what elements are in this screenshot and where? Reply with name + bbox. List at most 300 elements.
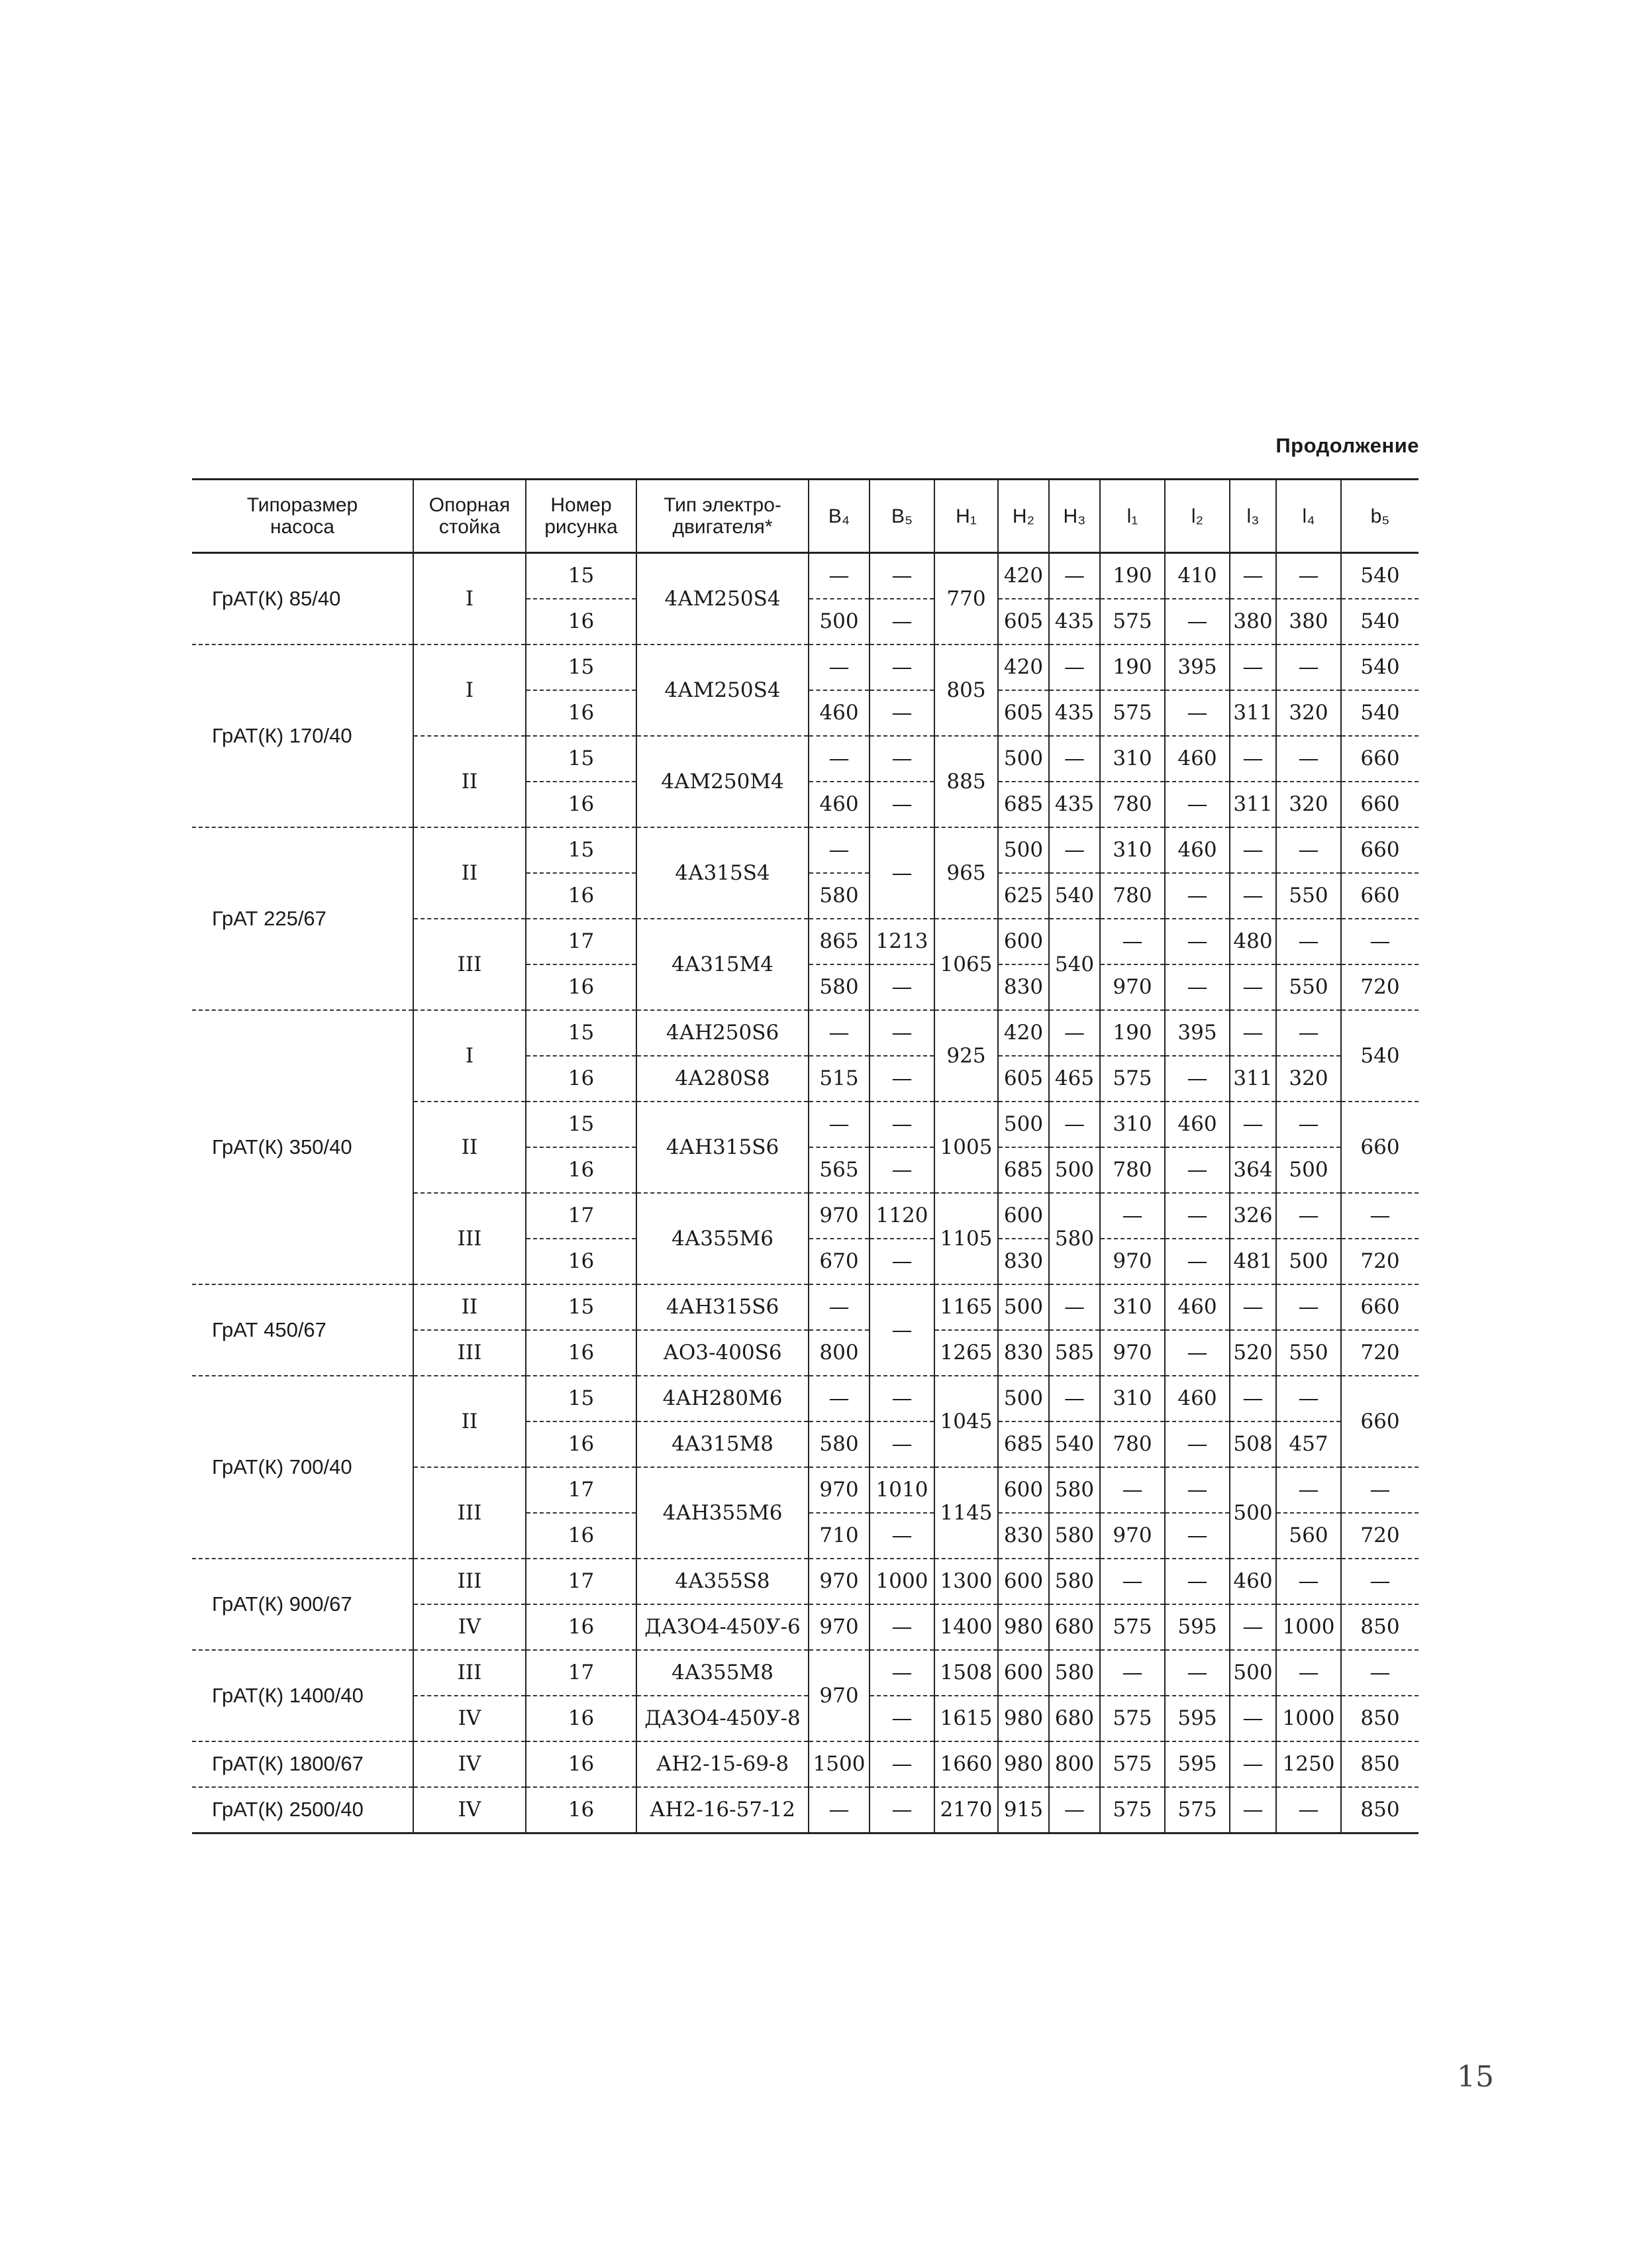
cell-h2: 625 — [998, 873, 1049, 919]
cell-b4: 865 — [809, 919, 870, 964]
header-b5-small: b₅ — [1341, 480, 1419, 553]
cell-l4: 380 — [1276, 599, 1341, 644]
cell-b4: — — [809, 1787, 870, 1833]
cell-l1: 575 — [1100, 599, 1165, 644]
cell-h2: 685 — [998, 782, 1049, 827]
cell-figure-number: 16 — [526, 1421, 636, 1467]
cell-h3: 580 — [1049, 1467, 1100, 1513]
cell-l4: 320 — [1276, 690, 1341, 736]
cell-figure-number: 16 — [526, 1513, 636, 1559]
table-row — [192, 1010, 1419, 1056]
cell-h2: 420 — [998, 644, 1049, 690]
cell-b5: — — [870, 1376, 934, 1421]
cell-l1: — — [1100, 919, 1165, 964]
cell-l3: — — [1230, 827, 1276, 873]
cell-l2: 395 — [1165, 644, 1230, 690]
cell-h2: 830 — [998, 1330, 1049, 1376]
cell-h2: 605 — [998, 599, 1049, 644]
cell-h2: 605 — [998, 1056, 1049, 1102]
cell-l4: 1000 — [1276, 1696, 1341, 1741]
cell-b4: — — [809, 736, 870, 782]
cell-b5: — — [870, 690, 934, 736]
cell-support-stand: III — [413, 1650, 526, 1696]
cell-motor-type: 4А355М6 — [636, 1193, 809, 1284]
cell-h1: 1508 — [934, 1650, 998, 1696]
cell-b5: — — [870, 964, 934, 1010]
cell-b5-small: — — [1341, 919, 1419, 964]
cell-support-stand: IV — [413, 1696, 526, 1741]
cell-h2: 500 — [998, 827, 1049, 873]
cell-l2: — — [1165, 782, 1230, 827]
cell-l2: — — [1165, 1513, 1230, 1559]
cell-support-stand: III — [413, 1330, 526, 1376]
cell-b5-small: 720 — [1341, 1239, 1419, 1284]
header-h2: H₂ — [998, 480, 1049, 553]
cell-h2: 420 — [998, 1010, 1049, 1056]
cell-l3: — — [1230, 736, 1276, 782]
cell-l4: — — [1276, 1787, 1341, 1833]
cell-support-stand: I — [413, 644, 526, 736]
cell-motor-type: 4АН315S6 — [636, 1284, 809, 1330]
cell-h2: 600 — [998, 919, 1049, 964]
cell-l4: — — [1276, 1284, 1341, 1330]
cell-l3: — — [1230, 964, 1276, 1010]
cell-figure-number: 16 — [526, 599, 636, 644]
cell-b4: 460 — [809, 690, 870, 736]
cell-h3: 465 — [1049, 1056, 1100, 1102]
cell-b5-small: 850 — [1341, 1741, 1419, 1787]
cell-l1: 310 — [1100, 1102, 1165, 1147]
cell-l4: — — [1276, 1193, 1341, 1239]
cell-figure-number: 15 — [526, 553, 636, 599]
cell-h3: — — [1049, 827, 1100, 873]
cell-l1: 970 — [1100, 1513, 1165, 1559]
cell-l3: — — [1230, 1604, 1276, 1650]
cell-h2: 600 — [998, 1193, 1049, 1239]
cell-h2: 830 — [998, 1239, 1049, 1284]
cell-motor-type: 4АН315S6 — [636, 1102, 809, 1193]
cell-l3: 380 — [1230, 599, 1276, 644]
cell-support-stand: II — [413, 1376, 526, 1467]
cell-h1: 1300 — [934, 1559, 998, 1604]
cell-h2: 600 — [998, 1559, 1049, 1604]
cell-figure-number: 15 — [526, 644, 636, 690]
cell-h3: 540 — [1049, 919, 1100, 1010]
cell-l4: 1000 — [1276, 1604, 1341, 1650]
cell-l3: — — [1230, 644, 1276, 690]
cell-h2: 980 — [998, 1741, 1049, 1787]
cell-figure-number: 15 — [526, 1284, 636, 1330]
cell-b4: — — [809, 644, 870, 690]
cell-h1: 1660 — [934, 1741, 998, 1787]
cell-l4: — — [1276, 919, 1341, 964]
cell-h1: 1265 — [934, 1330, 998, 1376]
cell-l1: 780 — [1100, 782, 1165, 827]
cell-l3: 460 — [1230, 1559, 1276, 1604]
cell-h1: 965 — [934, 827, 998, 919]
cell-b5: — — [870, 1056, 934, 1102]
cell-l4: 500 — [1276, 1239, 1341, 1284]
cell-h2: 500 — [998, 736, 1049, 782]
cell-l1: 310 — [1100, 736, 1165, 782]
cell-figure-number: 17 — [526, 1559, 636, 1604]
cell-l4: — — [1276, 1559, 1341, 1604]
cell-b5: — — [870, 782, 934, 827]
cell-b5-small: 660 — [1341, 1376, 1419, 1467]
cell-motor-type: 4А355S8 — [636, 1559, 809, 1604]
cell-figure-number: 16 — [526, 964, 636, 1010]
cell-b5: — — [870, 1741, 934, 1787]
cell-l4: 560 — [1276, 1513, 1341, 1559]
cell-h1: 1165 — [934, 1284, 998, 1330]
cell-h3: — — [1049, 736, 1100, 782]
cell-l4: — — [1276, 1467, 1341, 1513]
cell-l2: 595 — [1165, 1696, 1230, 1741]
cell-l2: — — [1165, 1056, 1230, 1102]
cell-figure-number: 17 — [526, 919, 636, 964]
cell-pump-size: ГрАТ 450/67 — [192, 1284, 413, 1376]
cell-figure-number: 16 — [526, 1787, 636, 1833]
cell-motor-type: ДАЗО4-450У-6 — [636, 1604, 809, 1650]
cell-b5-small: — — [1341, 1193, 1419, 1239]
cell-l2: 460 — [1165, 1102, 1230, 1147]
cell-figure-number: 16 — [526, 1239, 636, 1284]
cell-h1: 805 — [934, 644, 998, 736]
header-l1: l₁ — [1100, 480, 1165, 553]
header-pump-size: Типоразмер насоса — [192, 480, 413, 553]
cell-l4: — — [1276, 1650, 1341, 1696]
cell-figure-number: 16 — [526, 873, 636, 919]
table-header-row — [192, 480, 1419, 553]
cell-l1: 970 — [1100, 964, 1165, 1010]
cell-figure-number: 15 — [526, 1102, 636, 1147]
cell-b5: 1000 — [870, 1559, 934, 1604]
cell-l3: — — [1230, 553, 1276, 599]
cell-b5-small: 660 — [1341, 873, 1419, 919]
cell-l1: 575 — [1100, 1787, 1165, 1833]
cell-l1: 190 — [1100, 553, 1165, 599]
cell-h3: — — [1049, 1787, 1100, 1833]
cell-l2: — — [1165, 1421, 1230, 1467]
cell-figure-number: 16 — [526, 690, 636, 736]
cell-h3: 580 — [1049, 1650, 1100, 1696]
cell-pump-size: ГрАТ(К) 1400/40 — [192, 1650, 413, 1741]
cell-l3: — — [1230, 1102, 1276, 1147]
cell-l4: — — [1276, 1010, 1341, 1056]
cell-b5-small: 720 — [1341, 1513, 1419, 1559]
page-number: 15 — [1457, 2060, 1494, 2094]
cell-l1: 575 — [1100, 1056, 1165, 1102]
table-row — [192, 1284, 1419, 1330]
cell-h1: 1400 — [934, 1604, 998, 1650]
cell-b5-small: 540 — [1341, 599, 1419, 644]
cell-b4: — — [809, 553, 870, 599]
cell-l1: — — [1100, 1650, 1165, 1696]
cell-l2: — — [1165, 1147, 1230, 1193]
continuation-label: Продолжение — [1275, 434, 1419, 457]
cell-l3: 311 — [1230, 690, 1276, 736]
cell-l1: 780 — [1100, 873, 1165, 919]
cell-b4: 580 — [809, 964, 870, 1010]
cell-b5: — — [870, 1421, 934, 1467]
cell-l4: 550 — [1276, 964, 1341, 1010]
cell-pump-size: ГрАТ(К) 170/40 — [192, 644, 413, 827]
cell-l4: 550 — [1276, 873, 1341, 919]
cell-support-stand: II — [413, 827, 526, 919]
cell-figure-number: 16 — [526, 1741, 636, 1787]
cell-h3: 585 — [1049, 1330, 1100, 1376]
cell-l3: 364 — [1230, 1147, 1276, 1193]
cell-h1: 1615 — [934, 1696, 998, 1741]
cell-b4: — — [809, 1284, 870, 1330]
cell-h3: 580 — [1049, 1513, 1100, 1559]
cell-h3: — — [1049, 1284, 1100, 1330]
cell-b5-small: 540 — [1341, 1010, 1419, 1102]
table-row — [192, 1376, 1419, 1421]
cell-h2: 605 — [998, 690, 1049, 736]
cell-h3: 680 — [1049, 1604, 1100, 1650]
cell-h3: 435 — [1049, 782, 1100, 827]
cell-h2: 420 — [998, 553, 1049, 599]
cell-figure-number: 17 — [526, 1650, 636, 1696]
cell-b4: — — [809, 1010, 870, 1056]
cell-support-stand: II — [413, 736, 526, 827]
cell-h3: 435 — [1049, 599, 1100, 644]
cell-l2: — — [1165, 690, 1230, 736]
cell-b5: — — [870, 827, 934, 919]
cell-h2: 500 — [998, 1376, 1049, 1421]
cell-b5: 1120 — [870, 1193, 934, 1239]
cell-b4: 710 — [809, 1513, 870, 1559]
cell-l2: — — [1165, 964, 1230, 1010]
cell-b4: — — [809, 1102, 870, 1147]
cell-support-stand: II — [413, 1284, 526, 1330]
cell-pump-size: ГрАТ(К) 700/40 — [192, 1376, 413, 1559]
cell-h2: 830 — [998, 964, 1049, 1010]
cell-l2: — — [1165, 919, 1230, 964]
cell-motor-type: 4АН250S6 — [636, 1010, 809, 1056]
cell-support-stand: III — [413, 1559, 526, 1604]
cell-motor-type: АН2-15-69-8 — [636, 1741, 809, 1787]
table-row — [192, 644, 1419, 690]
cell-b5-small: — — [1341, 1650, 1419, 1696]
cell-l3: 500 — [1230, 1650, 1276, 1696]
cell-l1: 970 — [1100, 1330, 1165, 1376]
cell-l3: 480 — [1230, 919, 1276, 964]
cell-h2: 685 — [998, 1421, 1049, 1467]
cell-b5: — — [870, 1650, 934, 1696]
cell-l2: — — [1165, 1330, 1230, 1376]
cell-pump-size: ГрАТ(К) 350/40 — [192, 1010, 413, 1284]
cell-figure-number: 15 — [526, 736, 636, 782]
cell-pump-size: ГрАТ(К) 900/67 — [192, 1559, 413, 1650]
cell-b5-small: 660 — [1341, 1102, 1419, 1193]
cell-b5-small: 540 — [1341, 644, 1419, 690]
cell-l2: 595 — [1165, 1741, 1230, 1787]
cell-b5: — — [870, 1513, 934, 1559]
cell-b5: — — [870, 1787, 934, 1833]
cell-b4: — — [809, 1376, 870, 1421]
cell-figure-number: 16 — [526, 1056, 636, 1102]
cell-l2: 410 — [1165, 553, 1230, 599]
cell-h3: 580 — [1049, 1193, 1100, 1284]
cell-b5: — — [870, 1284, 934, 1376]
cell-l2: 395 — [1165, 1010, 1230, 1056]
cell-l1: 575 — [1100, 1604, 1165, 1650]
cell-h1: 885 — [934, 736, 998, 827]
cell-b5: — — [870, 1010, 934, 1056]
cell-l4: — — [1276, 553, 1341, 599]
pump-dimensions-table — [192, 478, 1419, 1834]
cell-l4: 1250 — [1276, 1741, 1341, 1787]
cell-b5-small: 660 — [1341, 827, 1419, 873]
cell-h2: 500 — [998, 1102, 1049, 1147]
cell-h3: 435 — [1049, 690, 1100, 736]
cell-support-stand: III — [413, 1193, 526, 1284]
cell-b5-small: 540 — [1341, 690, 1419, 736]
cell-support-stand: IV — [413, 1741, 526, 1787]
cell-l4: — — [1276, 644, 1341, 690]
cell-support-stand: I — [413, 1010, 526, 1102]
cell-l2: 575 — [1165, 1787, 1230, 1833]
cell-l1: 575 — [1100, 690, 1165, 736]
cell-l4: 500 — [1276, 1147, 1341, 1193]
cell-l3: 311 — [1230, 782, 1276, 827]
cell-b5-small: 660 — [1341, 736, 1419, 782]
cell-h2: 685 — [998, 1147, 1049, 1193]
cell-support-stand: III — [413, 919, 526, 1010]
cell-pump-size: ГрАТ(К) 1800/67 — [192, 1741, 413, 1787]
cell-h3: 540 — [1049, 1421, 1100, 1467]
cell-support-stand: IV — [413, 1787, 526, 1833]
cell-h2: 915 — [998, 1787, 1049, 1833]
cell-h3: 800 — [1049, 1741, 1100, 1787]
cell-l1: — — [1100, 1559, 1165, 1604]
cell-b4: 565 — [809, 1147, 870, 1193]
cell-support-stand: III — [413, 1467, 526, 1559]
table-row — [192, 1650, 1419, 1696]
cell-b4: 500 — [809, 599, 870, 644]
header-b4: B₄ — [809, 480, 870, 553]
cell-h1: 1065 — [934, 919, 998, 1010]
cell-h2: 600 — [998, 1650, 1049, 1696]
cell-h3: — — [1049, 1102, 1100, 1147]
cell-b5: — — [870, 644, 934, 690]
cell-h1: 1045 — [934, 1376, 998, 1467]
cell-l4: — — [1276, 1376, 1341, 1421]
cell-l1: — — [1100, 1193, 1165, 1239]
cell-l4: — — [1276, 1102, 1341, 1147]
header-l2: l₂ — [1165, 480, 1230, 553]
cell-b4: 515 — [809, 1056, 870, 1102]
cell-l4: 320 — [1276, 1056, 1341, 1102]
cell-l2: 460 — [1165, 1376, 1230, 1421]
cell-h2: 500 — [998, 1284, 1049, 1330]
cell-l3: — — [1230, 1741, 1276, 1787]
cell-b4: 800 — [809, 1330, 870, 1376]
cell-b5-small: 660 — [1341, 782, 1419, 827]
cell-b4: 970 — [809, 1467, 870, 1513]
cell-l1: 190 — [1100, 644, 1165, 690]
cell-motor-type: АО3-400S6 — [636, 1330, 809, 1376]
cell-b4: 670 — [809, 1239, 870, 1284]
cell-figure-number: 16 — [526, 1604, 636, 1650]
cell-h3: — — [1049, 1010, 1100, 1056]
cell-l1: 780 — [1100, 1147, 1165, 1193]
cell-b4: 1500 — [809, 1741, 870, 1787]
cell-b4: — — [809, 827, 870, 873]
cell-l1: 310 — [1100, 1284, 1165, 1330]
cell-motor-type: 4А315М4 — [636, 919, 809, 1010]
cell-l1: 575 — [1100, 1741, 1165, 1787]
cell-l1: 190 — [1100, 1010, 1165, 1056]
cell-b5-small: 850 — [1341, 1787, 1419, 1833]
cell-l1: 970 — [1100, 1239, 1165, 1284]
cell-motor-type: 4А315М8 — [636, 1421, 809, 1467]
cell-figure-number: 16 — [526, 1147, 636, 1193]
cell-b5: — — [870, 553, 934, 599]
cell-l2: — — [1165, 1467, 1230, 1513]
cell-motor-type: АН2-16-57-12 — [636, 1787, 809, 1833]
cell-l3: — — [1230, 1376, 1276, 1421]
cell-b4: 580 — [809, 1421, 870, 1467]
cell-l4: — — [1276, 736, 1341, 782]
cell-l3: — — [1230, 1010, 1276, 1056]
cell-h3: — — [1049, 553, 1100, 599]
cell-b4: 970 — [809, 1650, 870, 1741]
cell-h3: — — [1049, 644, 1100, 690]
cell-b5-small: 540 — [1341, 553, 1419, 599]
header-h3: H₃ — [1049, 480, 1100, 553]
cell-b5: — — [870, 599, 934, 644]
cell-motor-type: 4А355М8 — [636, 1650, 809, 1696]
cell-b5-small: 850 — [1341, 1604, 1419, 1650]
cell-h2: 830 — [998, 1513, 1049, 1559]
cell-b5: — — [870, 1696, 934, 1741]
cell-h1: 2170 — [934, 1787, 998, 1833]
cell-l3: — — [1230, 1284, 1276, 1330]
cell-l1: 780 — [1100, 1421, 1165, 1467]
cell-b5: 1213 — [870, 919, 934, 964]
header-motor-type: Тип электро- двигателя* — [636, 480, 809, 553]
cell-h1: 1005 — [934, 1102, 998, 1193]
cell-l3: 326 — [1230, 1193, 1276, 1239]
cell-b4: 460 — [809, 782, 870, 827]
cell-motor-type: 4АН355М6 — [636, 1467, 809, 1559]
cell-h1: 1145 — [934, 1467, 998, 1559]
cell-figure-number: 17 — [526, 1193, 636, 1239]
cell-b5: — — [870, 736, 934, 782]
cell-motor-type: 4АМ250S4 — [636, 553, 809, 645]
cell-b4: 580 — [809, 873, 870, 919]
cell-l3: 500 — [1230, 1467, 1276, 1559]
cell-l2: 595 — [1165, 1604, 1230, 1650]
cell-b5: — — [870, 1102, 934, 1147]
cell-b5-small: 660 — [1341, 1284, 1419, 1330]
cell-figure-number: 16 — [526, 782, 636, 827]
cell-support-stand: I — [413, 553, 526, 645]
cell-pump-size: ГрАТ(К) 85/40 — [192, 553, 413, 645]
cell-support-stand: IV — [413, 1604, 526, 1650]
cell-h1: 770 — [934, 553, 998, 645]
cell-h1: 925 — [934, 1010, 998, 1102]
cell-b4: 970 — [809, 1193, 870, 1239]
cell-l4: 320 — [1276, 782, 1341, 827]
header-h1: H₁ — [934, 480, 998, 553]
cell-support-stand: II — [413, 1102, 526, 1193]
cell-b5: 1010 — [870, 1467, 934, 1513]
cell-motor-type: 4АМ250S4 — [636, 644, 809, 736]
